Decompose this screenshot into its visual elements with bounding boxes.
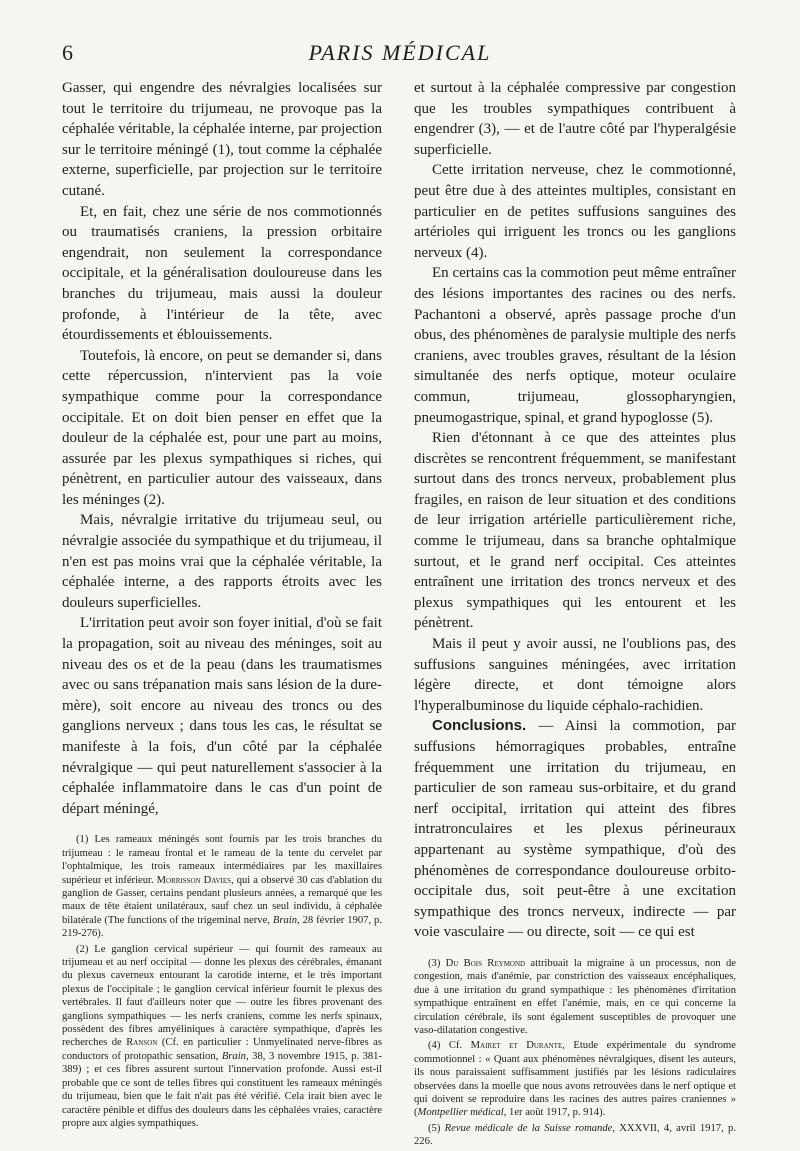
paragraph: Rien d'étonnant à ce que des atteintes plus discrètes se rencontrent fréquemment, se manifestant surtout dans des troncs nerveux, probablement plus fragiles, en raison de leur situation et des conditions de leur irrigation artérielle particulièrement riche, comme le trijumeau, dans sa branche ophtalmique surtout, et le grand nerf occipital. Ces atteintes entraînent une irritation des troncs nerveux et des plexus sympathiques qui les entourent et les pénètrent. — [414, 430, 736, 632]
conclusions-paragraph: Conclusions. — Ainsi la commotion, par suffusions hémorragiques probables, entraîne fréquemment une irritation du trijumeau, en particulier de son rameau sus-orbitaire, et du grand nerf occipital, irritation qui atteint des fibres intratronculaires et les plexus périneuraux appartenant au système sympathique, d'où des phénomènes de correspondance douloureuse orbito-occipitale dus, soit peut-être à une excitation sympathique des troncs nerveux, indirecte — par voie vasculaire — ou directe, soit — ce qui est — [414, 717, 736, 941]
paragraph: Mais il peut y avoir aussi, ne l'oublions pas, des suffusions sanguines méningées, avec irritation légère directe, et dont témoigne alors l'hyperalbuminose du liquide céphalo-rachidien. — [414, 636, 736, 714]
paragraph: En certains cas la commotion peut même entraîner des lésions importantes des racines ou des nerfs. Pachantoni a observé, après passage proche d'un obus, des phénomènes de paralysie multiple des nerfs craniens, avec troubles graves, résultant de la lésion simultanée des nerfs optique, moteur oculaire commun, trijumeau, glossopharyngien, pneumogastrique, spinal, et grand hypoglosse (5). — [414, 265, 736, 426]
footnote-3: (3) Du Bois Reymond attribuait la migraine à un processus, non de congestion, mais d'anémie, par constriction des vaisseaux encéphaliques, due à une irritation du grand sympathique : les phénomènes d'irritation sympathique entraînent en effet l'anémie, mais, en ce qui concerne la circulation cérébrale, ils sont également susceptibles de provoquer une vaso-dilatation congestive. — [414, 957, 736, 1036]
footnote-5: (5) Revue médicale de la Suisse romande, XXXVII, 4, avril 1917, p. 226. — [414, 1122, 736, 1148]
footnote-2: (2) Le ganglion cervical supérieur — qui fournit des rameaux au trijumeau et au nerf occipital — donne les plexus des cérébrales, émanant du plexus caverneux entourant la carotide interne, et le très important plexus de l'occipitale ; le ganglion cervical inférieur fournit le plexus des vertébrales. Il faut d'ailleurs noter que — outre les fibres provenant des ganglions sympathiques — les nerfs craniens, comme les nerfs spinaux, possèdent des fibres amyéliniques à caractère sympathique, d'après les recherches de Ranson (Cf. en particulier : Unmyelinated nerve-fibres as conductors of protopathic sensation, Brain, 38, 3 novembre 1915, p. 381-389) ; et ces fibres assurent surtout l'innervation profonde. Aussi est-il probable que ce sont de telles fibres qui constituent les rameaux méningés du trijumeau, bien que le fait n'ait pas été vérifié. Cela irait bien avec le caractère pénible et diffus des douleurs dans les céphalées vraies, caractère propre aux algies sympathiques. — [62, 943, 382, 1129]
footnote-1: (1) Les rameaux méningés sont fournis par les trois branches du trijumeau : le rameau frontal et le rameau de la tente du cervelet par l'ophtalmique, les trois rameaux intermédiaires par les maxillaires supérieur et inférieur. Morrisson Davies, qui a observé 30 cas d'ablation du ganglion de Gasser, certains pendant plusieurs années, a remarqué que les maux de tête étaient unilatéraux, sauf chez un seul individu, à céphalée bilatérale (The functions of the trigeminal nerve, Brain, 28 février 1907, p. 219-276). — [62, 834, 382, 940]
right-footnotes — [414, 957, 736, 1149]
paragraph: Gasser, qui engendre des névralgies localisées sur tout le territoire du trijumeau, ne provoque pas la céphalée véritable, la céphalée interne, par projection sur le territoire méningé (1), tout comme la céphalée externe, superficielle, par projection sur le territoire cutané. — [62, 80, 382, 199]
left-body-text — [62, 78, 382, 819]
paragraph: Et, en fait, chez une série de nos commotionnés ou traumatisés craniens, la pression orbitaire engendrait, non seulement la correspondance occipitale, et la généralisation douloureuse dans les branches du trijumeau, mais aussi la douleur profonde, à l'intérieur de la tête, avec étourdissements et éblouissements. — [62, 203, 382, 344]
footnote-4: (4) Cf. Mairet et Durante, Etude expérimentale du syndrome commotionnel : « Quant aux phénomènes névralgiques, disent les auteurs, ils nous paraissaient suffisamment justifiés par les lésions radiculaires observées dans la moelle que nous avons retrouvées dans le nerf optique et qui doivent se reproduire dans les racines des autres paires craniennes » (Montpellier médical, 1er août 1917, p. 914). — [414, 1040, 736, 1119]
paragraph: et surtout à la céphalée compressive par congestion que les troubles sympathiques contribuent à engendrer (3), — et de l'autre côté par l'hyperalgésie superficielle. — [414, 80, 736, 158]
conclusions-label: Conclusions. — [432, 717, 527, 735]
paragraph: Toutefois, là encore, on peut se demander si, dans cette répercussion, n'intervient pas la voie sympathique comme pour la correspondance occipitale. Et on doit bien penser en effet que la douleur de la céphalée est, pour une part au moins, assurée par les plexus sympathiques si riches, qui pénètrent, en particulier autour des vaisseaux, dans les méninges (2). — [62, 347, 382, 508]
paragraph: Mais, névralgie irritative du trijumeau seul, ou névralgie associée du sympathique et du trijumeau, il n'en est pas moins vrai que la céphalée véritable, la céphalée interne, a des rapports étroits avec les douleurs superficielles. — [62, 512, 382, 611]
right-body-text — [414, 78, 736, 943]
paragraph: L'irritation peut avoir son foyer initial, d'où se fait la propagation, soit au niveau des méninges, soit au niveau des os et de la peau (dans les traumatismes avec ou sans trépanation mais sans lésion de la dure-mère), soit encore au niveau des troncs ou des ganglions nerveux ; dans tous les cas, le résultat se manifeste à la fois, d'un côté par la céphalée névralgique — qui peut naturellement s'associer à la céphalée inflammatoire dans le cas d'un point de départ méningé, — [62, 615, 382, 817]
paragraph: Cette irritation nerveuse, chez le commotionné, peut être due à des atteintes multiples, consistant en particulier en de petites suffusions sanguines des artérioles qui irriguent les troncs ou les ganglions nerveux (4). — [414, 162, 736, 261]
left-footnotes — [62, 833, 382, 1130]
right-column — [414, 78, 736, 1151]
page-number: 6 — [62, 40, 73, 65]
left-column — [62, 78, 382, 1132]
page-header — [62, 40, 738, 76]
journal-title: PARIS MÉDICAL — [308, 40, 492, 65]
